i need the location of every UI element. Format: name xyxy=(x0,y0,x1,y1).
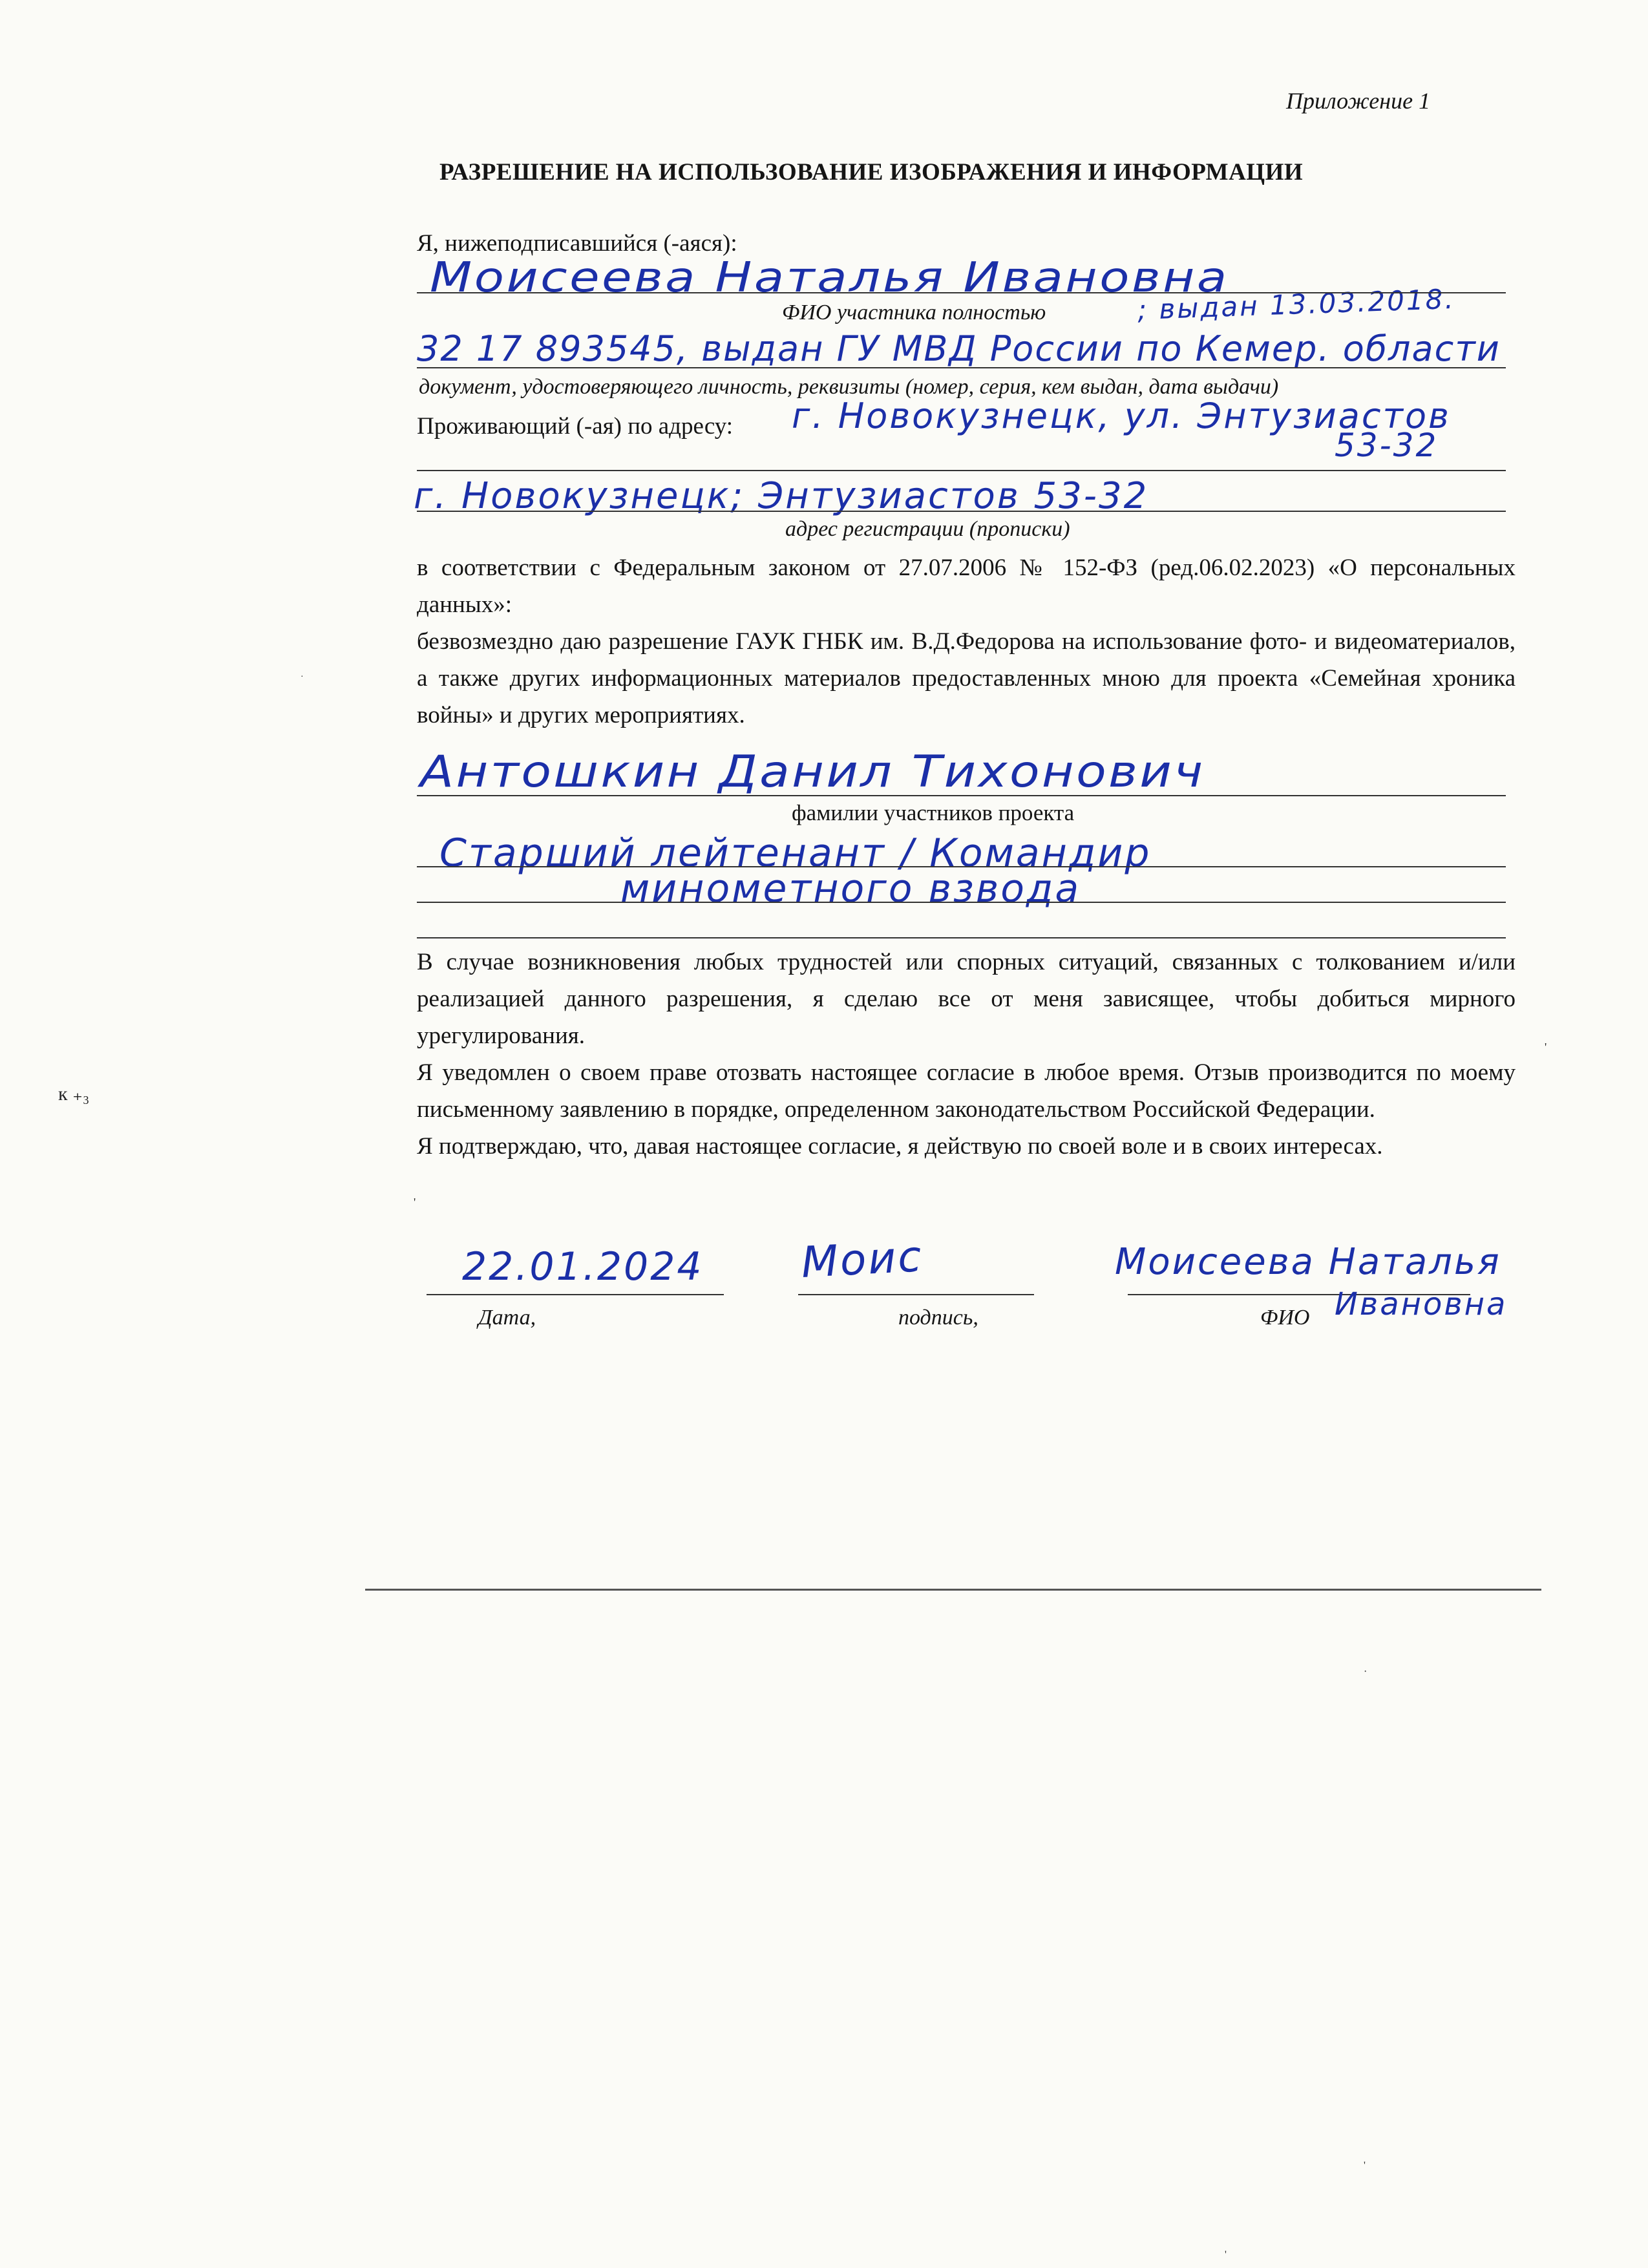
handwritten-registration: г. Новокузнецк; Энтузиастов 53-32 xyxy=(414,475,1149,517)
final-paragraphs xyxy=(417,944,1516,1165)
handwritten-signer-fio-line1: Моисеева Наталья xyxy=(1115,1241,1501,1283)
confirmation-text: Я подтверждаю, что, давая настоящее согласие, я действую по своей воле и в своих интересах. xyxy=(417,1133,1383,1160)
revocation-text: Я уведомлен о своем праве отозвать настоящее согласие в любое время. Отзыв производится по моему письменному заявлению в порядке, определенном законодательством Российской Федерации. xyxy=(417,1059,1516,1123)
speck-dot-6: ' xyxy=(1225,2249,1227,2260)
participant-underline xyxy=(417,795,1506,796)
handwritten-document: 32 17 893545, выдан ГУ МВД России по Кемер. области xyxy=(417,328,1501,369)
registration-underline xyxy=(417,511,1506,512)
law-paragraph xyxy=(417,549,1516,734)
handwritten-fio: Моисеева Наталья Ивановна xyxy=(430,254,1229,302)
appendix-label: Приложение 1 xyxy=(1286,88,1431,114)
speck-dot-3: · xyxy=(301,672,304,682)
permission-text: безвозмездно даю разрешение ГАУК ГНБК им. В.Д.Федорова на использование фото- и видеоматериалов, а также других информационных материалов предоставленных мною для проекта «Семейная хроника войны» и других мероприятиях. xyxy=(417,628,1516,728)
margin-mark: к ₊₃ xyxy=(58,1083,90,1105)
date-caption: Дата, xyxy=(478,1306,536,1330)
speck-dot-1: ' xyxy=(1545,1041,1547,1054)
rank-underline-3 xyxy=(417,937,1506,938)
speck-dot-4: · xyxy=(1364,1666,1368,1677)
intro-text: Я, нижеподписавшийся (-аяся): xyxy=(417,230,737,257)
fio-underline xyxy=(417,292,1506,293)
handwritten-address-line2: 53-32 xyxy=(1335,427,1439,464)
handwritten-issue-date: ; выдан 13.03.2018. xyxy=(1137,282,1456,326)
bottom-divider xyxy=(365,1589,1541,1591)
law-text: в соответствии с Федеральным законом от 27.07.2006 № 152-ФЗ (ред.06.02.2023) «О персональных данных»: xyxy=(417,555,1516,618)
fio-caption: ФИО участника полностью xyxy=(782,301,1046,324)
handwritten-participant-name: Антошкин Данил Тихонович xyxy=(420,747,1205,798)
disputes-text: В случае возникновения любых трудностей или спорных ситуаций, связанных с толкованием и/или реализацией данного разрешения, я сделаю все от меня зависящее, чтобы добиться мирного урегулирования. xyxy=(417,949,1516,1049)
participants-caption: фамилии участников проекта xyxy=(792,800,1075,825)
date-underline xyxy=(427,1294,724,1295)
signature: Моис xyxy=(799,1231,925,1288)
handwritten-address-line1: г. Новокузнецк, ул. Энтузиастов xyxy=(792,396,1451,436)
document-title: РАЗРЕШЕНИЕ НА ИСПОЛЬЗОВАНИЕ ИЗОБРАЖЕНИЯ И ИНФОРМАЦИИ xyxy=(439,159,1304,185)
fio-short-caption: ФИО xyxy=(1260,1306,1310,1330)
handwritten-participant-rank-line1: Старший лейтенант / Командир xyxy=(439,831,1152,876)
speck-dot-2: ' xyxy=(414,1196,416,1209)
residence-label: Проживающий (-ая) по адресу: xyxy=(417,413,734,440)
signature-caption: подпись, xyxy=(898,1306,978,1330)
registration-caption: адрес регистрации (прописки) xyxy=(785,517,1070,541)
handwritten-participant-rank-line2: минометного взвода xyxy=(620,866,1081,911)
rank-underline-2 xyxy=(417,902,1506,903)
handwritten-signer-fio-line2: Ивановна xyxy=(1335,1286,1508,1322)
document-underline xyxy=(417,367,1506,368)
signature-underline xyxy=(798,1294,1034,1295)
speck-dot-5: ' xyxy=(1364,2160,1366,2171)
handwritten-date: 22.01.2024 xyxy=(462,1244,704,1289)
document-caption: документ, удостоверяющего личность, реквизиты (номер, серия, кем выдан, дата выдачи) xyxy=(419,375,1279,399)
address-underline xyxy=(417,470,1506,471)
